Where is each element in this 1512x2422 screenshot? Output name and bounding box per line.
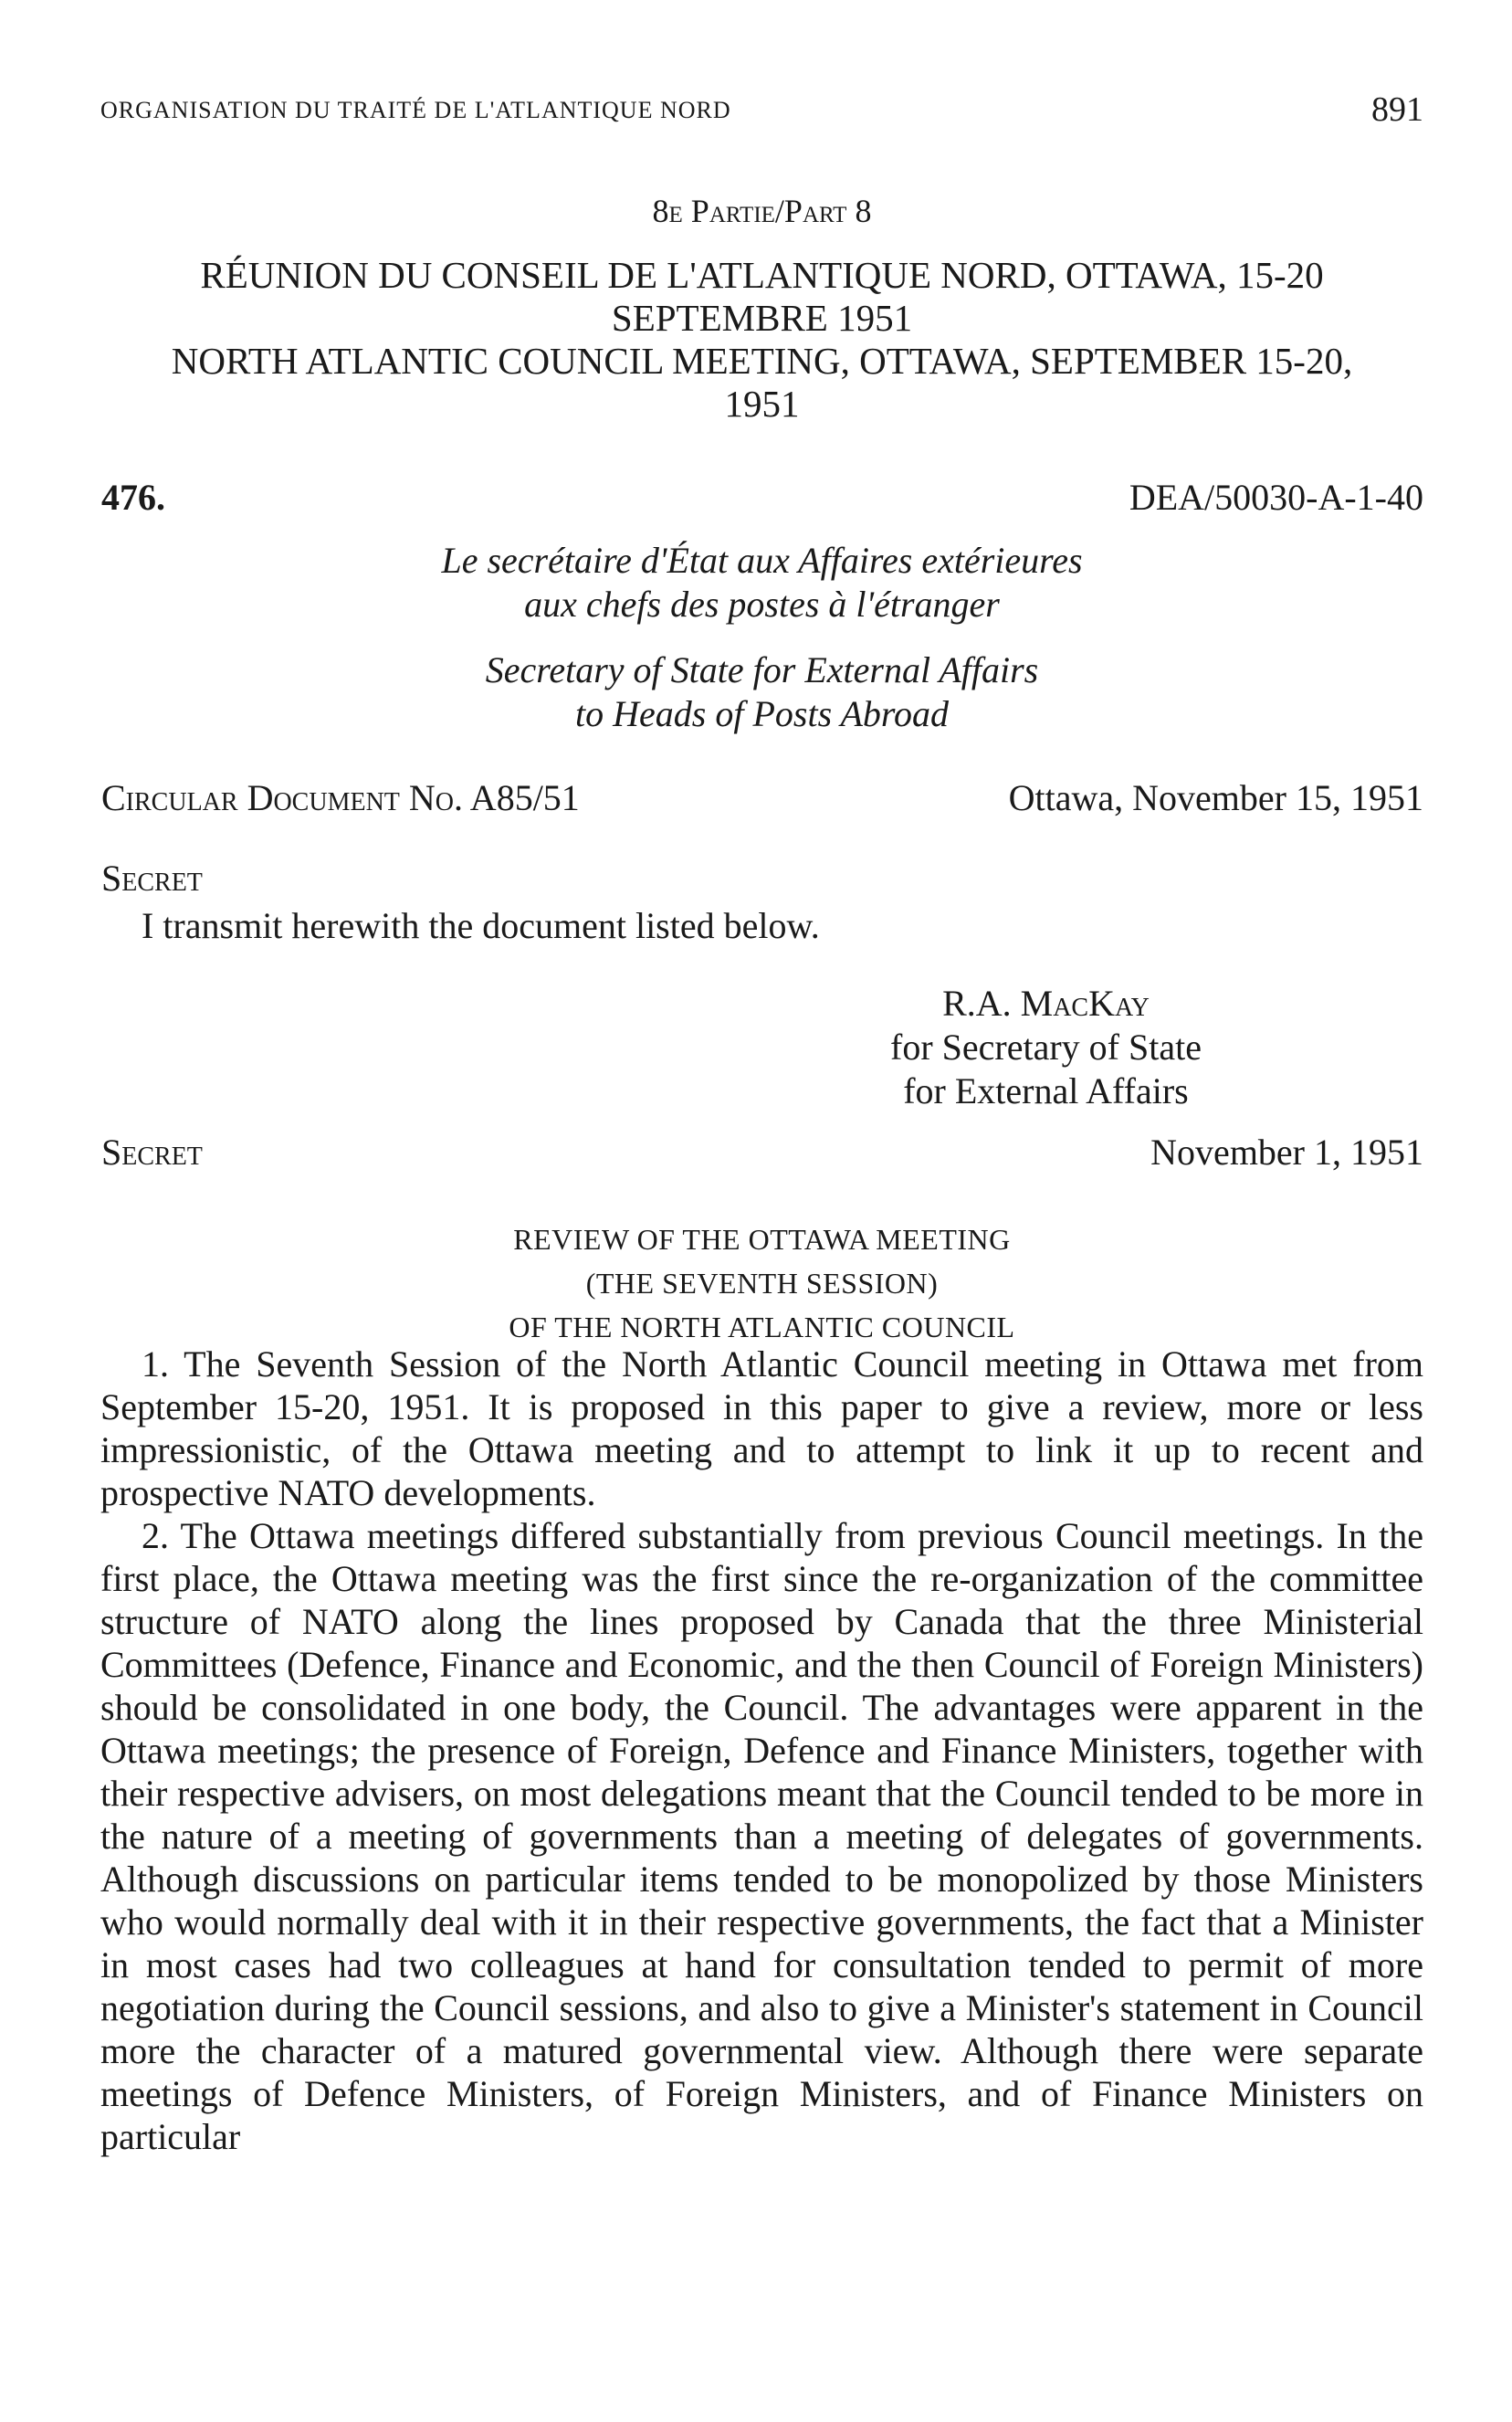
part-label: 8e Partie/Part 8 bbox=[652, 193, 872, 229]
addressee-line: Secretary of State for External Affairs bbox=[485, 649, 1039, 690]
circular-document-number: Circular Document No. A85/51 bbox=[101, 777, 580, 818]
page-number: 891 bbox=[1371, 90, 1423, 129]
memo-date: November 1, 1951 bbox=[1150, 1132, 1423, 1173]
addressee-english bbox=[100, 648, 1423, 736]
running-head: ORGANISATION DU TRAITÉ DE L'ATLANTIQUE NORD bbox=[100, 97, 731, 123]
part-title-line: RÉUNION DU CONSEIL DE L'ATLANTIQUE NORD, OTTAWA, 15-20 bbox=[200, 254, 1324, 296]
memo-title bbox=[100, 1217, 1423, 1349]
classification-label: Secret bbox=[101, 858, 203, 899]
addressee-line: to Heads of Posts Abroad bbox=[575, 693, 949, 734]
body-paragraph: 1. The Seventh Session of the North Atlantic Council meeting in Ottawa met from September 15-20, 1951. It is proposed in this paper to give a review, more or less impressionistic, of the Ottawa meeting and to attempt to link it up to recent and prospective NATO developments. bbox=[100, 1343, 1423, 1513]
addressee-french bbox=[100, 539, 1423, 627]
transmittal-text: I transmit herewith the document listed below. bbox=[142, 905, 820, 946]
file-reference: DEA/50030-A-1-40 bbox=[1129, 477, 1423, 518]
addressee-line: aux chefs des postes à l'étranger bbox=[524, 584, 1000, 625]
dateline: Ottawa, November 15, 1951 bbox=[1008, 777, 1423, 818]
part-title-line: SEPTEMBRE 1951 bbox=[611, 297, 913, 339]
document-number: 476. bbox=[101, 477, 165, 518]
part-title-line: 1951 bbox=[724, 383, 800, 425]
memo-title-line: OF THE NORTH ATLANTIC COUNCIL bbox=[509, 1311, 1015, 1343]
memo-title-line: (THE SEVENTH SESSION) bbox=[585, 1267, 939, 1300]
signatory-title: for External Affairs bbox=[903, 1070, 1189, 1111]
body-paragraph: 2. The Ottawa meetings differed substantially from previous Council meetings. In the first place, the Ottawa meeting was the first since the re-organization of the committee structure of NATO along the lines proposed by Canada that the three Ministerial Committees (Defence, Finance and Economic, and the then Council of Foreign Ministers) should be consolidated in one body, the Council. The advantages were apparent in the Ottawa meetings; the presence of Foreign, Defence and Finance Ministers, together with their respective advisers, on most delegations meant that the Council tended to be more in the nature of a meeting of governments than a meeting of delegates of governments. Although discussions on particular items tended to be monopolized by those Ministers who would normally deal with it in their respective governments, the fact that a Minister in most cases had two colleagues at hand for consultation tended to permit of more negotiation during the Council sessions, and also to give a Minister's statement in Council more the character of a matured governmental view. Although there were separate meetings of Defence Ministers, of Foreign Ministers, and of Finance Ministers on particular bbox=[100, 1515, 1423, 2157]
signatory-name: R.A. MacKay bbox=[942, 983, 1150, 1024]
addressee-line: Le secrétaire d'État aux Affaires extérieures bbox=[441, 540, 1083, 581]
signature-block bbox=[890, 982, 1202, 1113]
part-title bbox=[100, 254, 1423, 426]
memo-body bbox=[100, 1343, 1423, 2158]
memo-classification: Secret bbox=[101, 1132, 203, 1173]
part-title-line: NORTH ATLANTIC COUNCIL MEETING, OTTAWA, SEPTEMBER 15-20, bbox=[171, 340, 1353, 382]
memo-title-line: REVIEW OF THE OTTAWA MEETING bbox=[513, 1223, 1011, 1256]
signatory-title: for Secretary of State bbox=[890, 1027, 1202, 1068]
